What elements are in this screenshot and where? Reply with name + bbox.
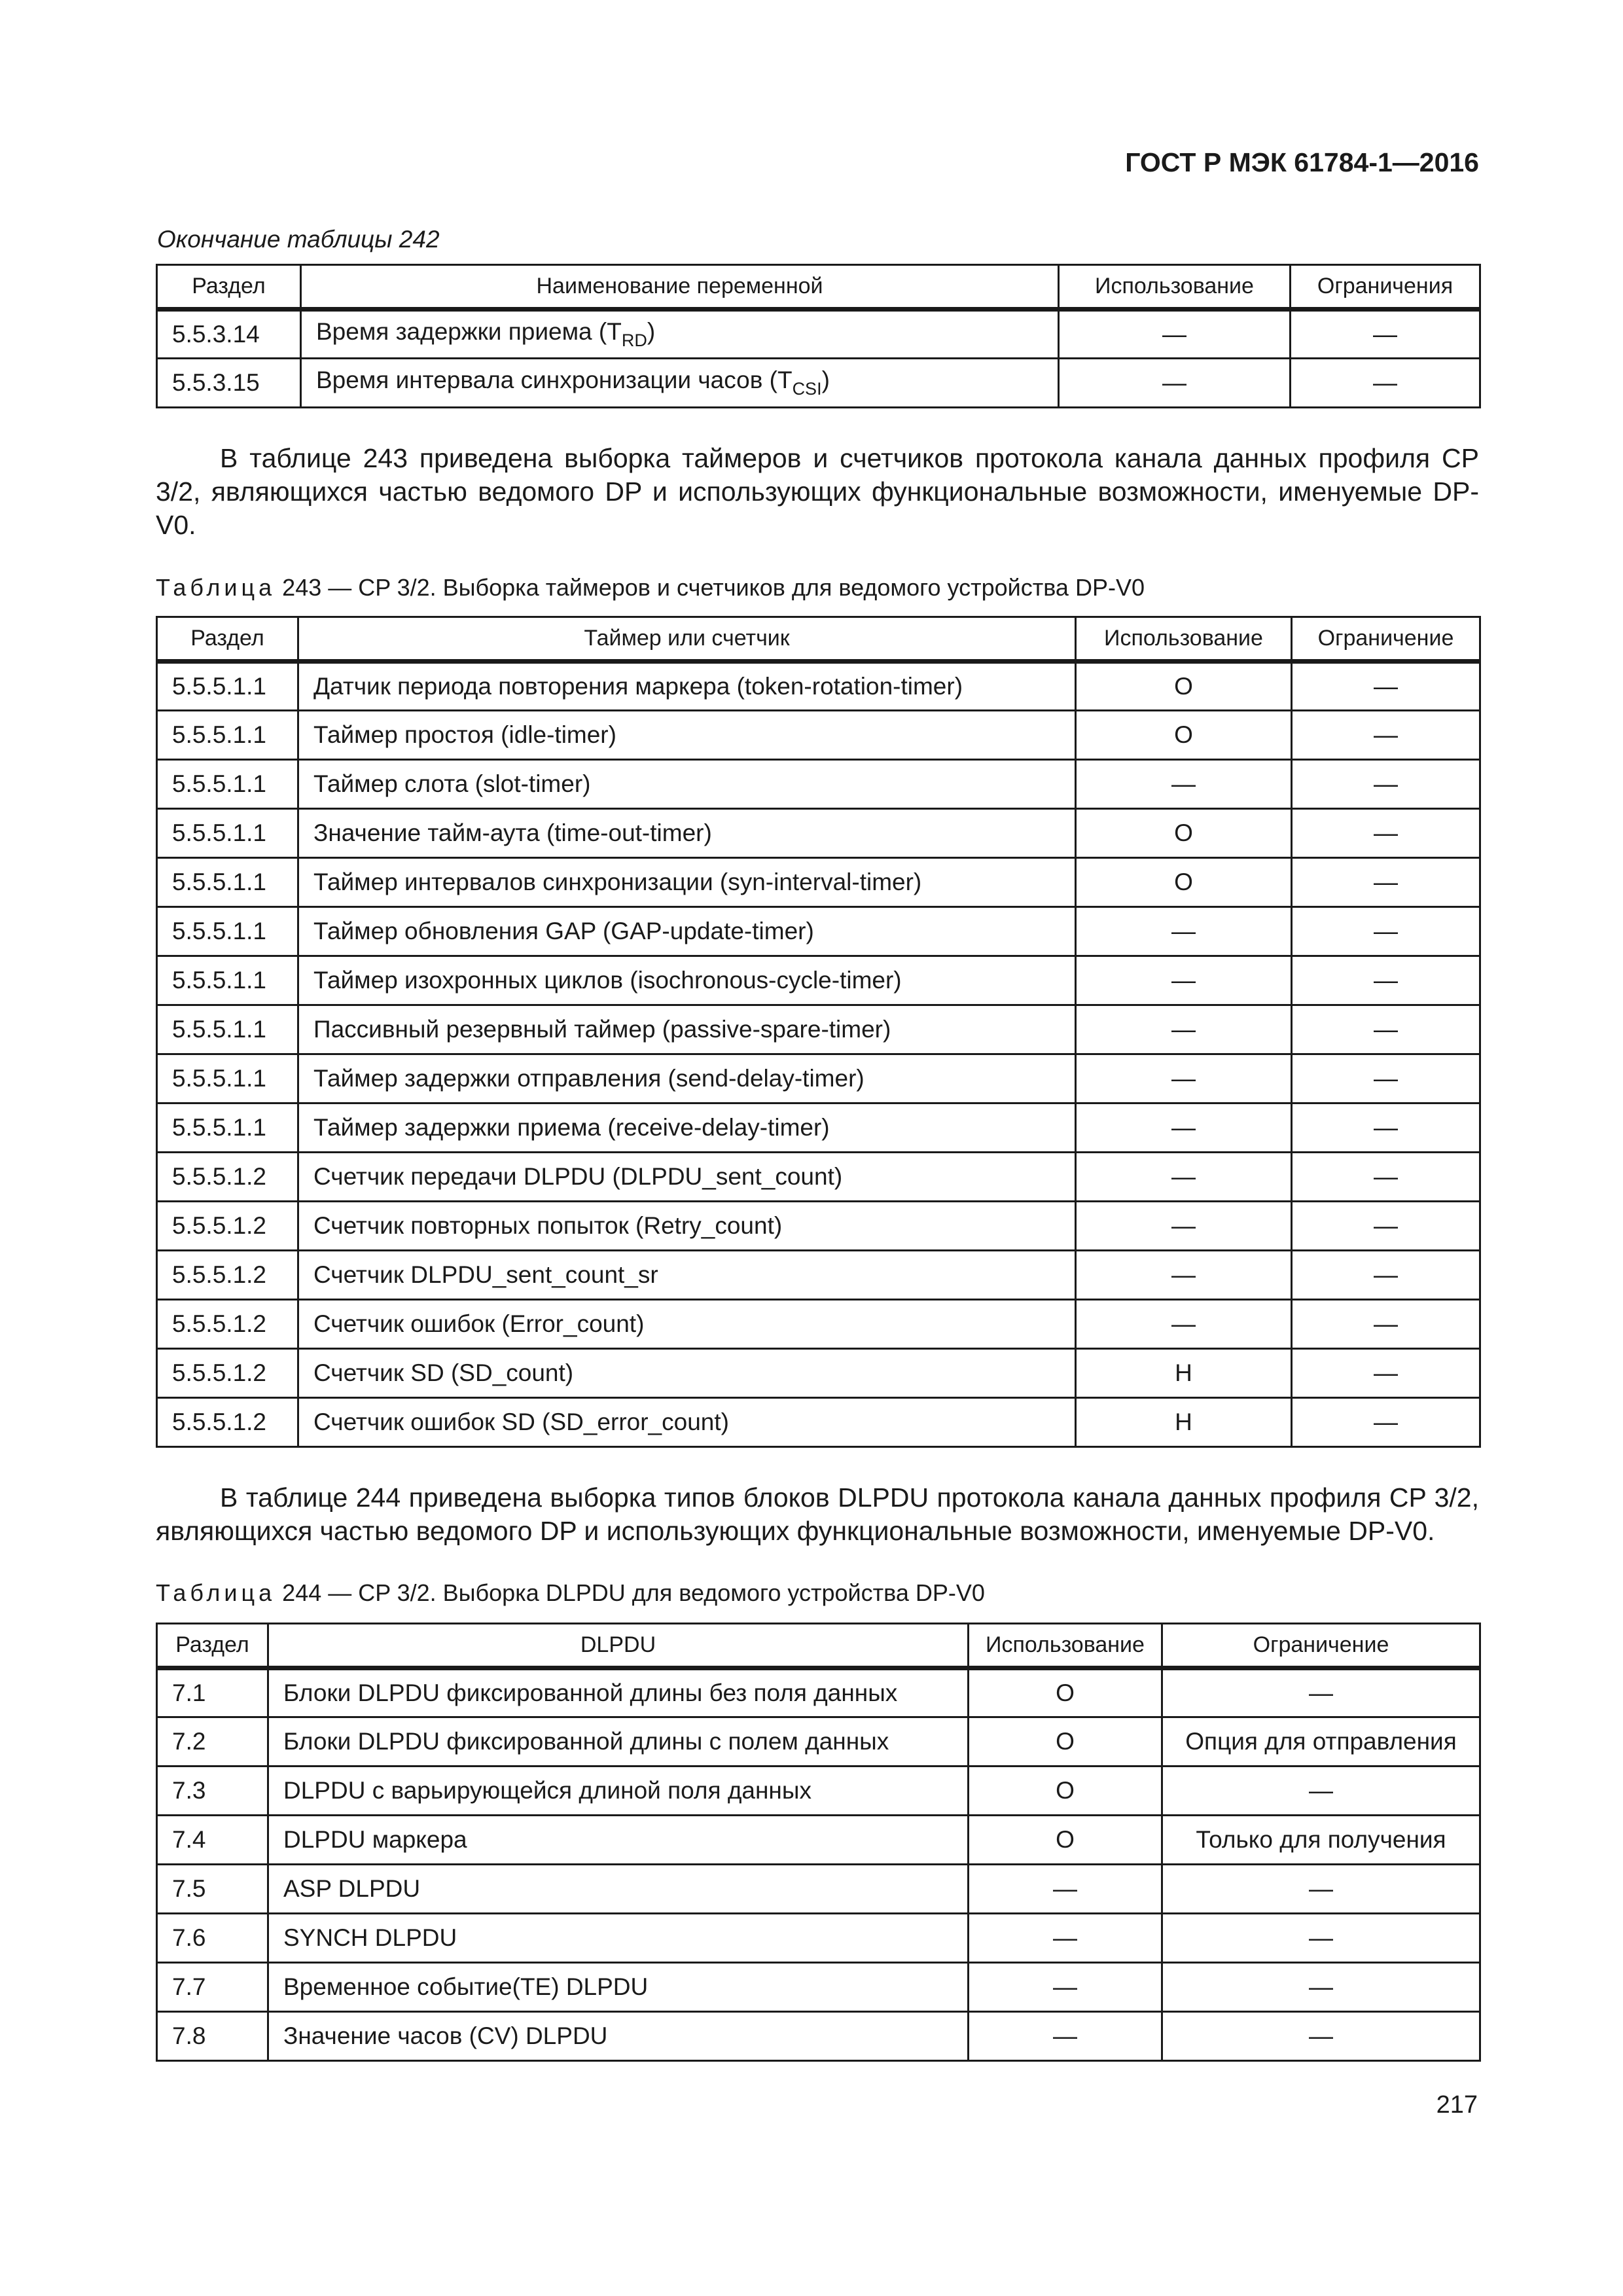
cell-name: Счетчик DLPDU_sent_count_sr [298,1251,1076,1300]
col-header-usage: Использование [969,1624,1162,1668]
cell-limit: — [1292,1398,1480,1447]
cell-name: Таймер задержки приема (receive-delay-timer) [298,1103,1076,1153]
col-header-limit: Ограничение [1162,1624,1480,1668]
table-row [157,809,1480,858]
cell-usage: O [1076,711,1292,760]
cell-usage: — [1059,310,1291,359]
table-row [157,662,1480,711]
paragraph-table-244-intro: В таблице 244 приведена выборка типов блоков DLPDU протокола канала данных профиля CP 3/2, являющихся частью ведомого DP и использующих функциональные возможности, именуемые DP-V0. [156,1482,1479,1546]
cell-usage: — [1076,1054,1292,1103]
cell-name: Время интервала синхронизации часов $(T_{CSI})$ [301,359,1059,408]
cell-section: 5.5.3.15 [157,359,301,408]
cell-usage: — [1076,760,1292,809]
cell-section: 5.5.5.1.1 [157,907,298,956]
cell-limit: — [1292,1300,1480,1349]
cell-usage: — [969,1963,1162,2012]
cell-section: 7.4 [157,1816,268,1865]
cell-limit: — [1291,310,1480,359]
col-header-section: Раздел [157,265,301,310]
cell-name: Таймер изохронных циклов (isochronous-cycle-timer) [298,956,1076,1005]
table-row [157,1054,1480,1103]
cell-limit: — [1292,1103,1480,1153]
page-number: 217 [1436,2091,1478,2119]
cell-section: 5.5.5.1.1 [157,809,298,858]
cell-section: 7.6 [157,1914,268,1963]
col-header-section: Раздел [157,1624,268,1668]
table-row [157,1816,1480,1865]
cell-section: 7.1 [157,1668,268,1717]
cell-limit: Опция для отправления [1162,1717,1480,1767]
cell-name: Таймер слота (slot-timer) [298,760,1076,809]
table-row [157,711,1480,760]
cell-usage: — [1076,1202,1292,1251]
cell-usage: — [969,1914,1162,1963]
table-row [157,1398,1480,1447]
cell-name: Счетчик ошибок SD (SD_error_count) [298,1398,1076,1447]
table-caption-text: 244 — CP 3/2. Выборка DLPDU для ведомого устройства DP-V0 [282,1579,985,1606]
cell-section: 5.5.5.1.1 [157,858,298,907]
cell-usage: — [1059,359,1291,408]
cell-section: 5.5.5.1.1 [157,1005,298,1054]
cell-limit: — [1162,1963,1480,2012]
table-header-row [157,265,1480,310]
table-row [157,1153,1480,1202]
cell-section: 5.5.5.1.1 [157,662,298,711]
cell-section: 7.8 [157,2012,268,2061]
table-row [157,907,1480,956]
table-244 [156,1623,1481,2062]
cell-section: 5.5.3.14 [157,310,301,359]
table-row [157,956,1480,1005]
table-row [157,1005,1480,1054]
cell-section: 5.5.5.1.2 [157,1202,298,1251]
cell-limit: — [1162,2012,1480,2061]
col-header-usage: Использование [1076,617,1292,662]
table-row [157,1767,1480,1816]
cell-usage: O [969,1816,1162,1865]
cell-limit: — [1292,1153,1480,1202]
cell-name: Счетчик передачи DLPDU (DLPDU_sent_count) [298,1153,1076,1202]
document-header: ГОСТ Р МЭК 61784-1—2016 [1125,147,1479,177]
cell-section: 7.7 [157,1963,268,2012]
cell-name: DLPDU маркера [268,1816,969,1865]
cell-section: 7.3 [157,1767,268,1816]
cell-limit: — [1292,1054,1480,1103]
col-header-dlpdu: DLPDU [268,1624,969,1668]
cell-limit: — [1291,359,1480,408]
cell-name: Блоки DLPDU фиксированной длины без поля данных [268,1668,969,1717]
cell-name: Таймер интервалов синхронизации (syn-interval-timer) [298,858,1076,907]
table-row [157,1668,1480,1717]
cell-usage: O [1076,858,1292,907]
cell-section: 5.5.5.1.1 [157,1103,298,1153]
cell-section: 5.5.5.1.2 [157,1349,298,1398]
table-row [157,1865,1480,1914]
cell-usage: O [1076,662,1292,711]
continuation-caption: Окончание таблицы 242 [157,226,440,253]
cell-name: Значение тайм-аута (time-out-timer) [298,809,1076,858]
cell-section: 5.5.5.1.1 [157,760,298,809]
table-242 [156,264,1481,408]
cell-name: Счетчик повторных попыток (Retry_count) [298,1202,1076,1251]
table-row [157,310,1480,359]
table-row [157,359,1480,408]
cell-section: 5.5.5.1.2 [157,1300,298,1349]
paragraph-table-243-intro: В таблице 243 приведена выборка таймеров и счетчиков протокола канала данных профиля CP 3/2, являющихся частью ведомого DP и использующих функциональные возможности, именуемые DP-V0. [156,443,1479,540]
cell-section: 5.5.5.1.1 [157,956,298,1005]
cell-name: Счетчик SD (SD_count) [298,1349,1076,1398]
cell-limit: — [1292,907,1480,956]
table-row [157,1914,1480,1963]
cell-usage: O [969,1717,1162,1767]
col-header-timer-or-counter: Таймер или счетчик [298,617,1076,662]
table-header-row [157,1624,1480,1668]
cell-limit: — [1162,1767,1480,1816]
cell-limit: — [1292,1251,1480,1300]
cell-limit: — [1292,858,1480,907]
cell-section: 5.5.5.1.1 [157,1054,298,1103]
table-row [157,2012,1480,2061]
cell-section: 7.5 [157,1865,268,1914]
cell-name: DLPDU с варьирующейся длиной поля данных [268,1767,969,1816]
table-row [157,858,1480,907]
cell-limit: — [1292,1349,1480,1398]
table-caption-text: 243 — CP 3/2. Выборка таймеров и счетчиков для ведомого устройства DP-V0 [282,574,1145,601]
col-header-limit: Ограничение [1292,617,1480,662]
cell-limit: — [1162,1668,1480,1717]
cell-name: Временное событие(TE) DLPDU [268,1963,969,2012]
cell-name: SYNCH DLPDU [268,1914,969,1963]
cell-limit: — [1292,956,1480,1005]
table-caption-label: Таблица [156,1579,276,1606]
cell-name: Время задержки приема $(T_{RD})$ [301,310,1059,359]
cell-usage: O [1076,809,1292,858]
table-row [157,1202,1480,1251]
cell-limit: — [1292,711,1480,760]
cell-usage: O [969,1767,1162,1816]
cell-usage: O [969,1668,1162,1717]
cell-section: 5.5.5.1.2 [157,1398,298,1447]
cell-name: Таймер обновления GAP (GAP-update-timer) [298,907,1076,956]
col-header-limits: Ограничения [1291,265,1480,310]
cell-name: Датчик периода повторения маркера (token-rotation-timer) [298,662,1076,711]
cell-usage: — [969,2012,1162,2061]
table-row [157,1103,1480,1153]
cell-name: Таймер простоя (idle-timer) [298,711,1076,760]
cell-name: Значение часов (CV) DLPDU [268,2012,969,2061]
table-243 [156,616,1481,1448]
cell-usage: — [1076,1251,1292,1300]
table-row [157,1963,1480,2012]
col-header-section: Раздел [157,617,298,662]
table-caption-label: Таблица [156,574,276,601]
col-header-variable-name: Наименование переменной [301,265,1059,310]
cell-limit: — [1292,1202,1480,1251]
cell-limit: — [1292,760,1480,809]
cell-name: Таймер задержки отправления (send-delay-timer) [298,1054,1076,1103]
table-243-caption [156,574,1145,601]
cell-section: 7.2 [157,1717,268,1767]
table-row [157,1717,1480,1767]
table-row [157,1300,1480,1349]
table-row [157,1251,1480,1300]
cell-usage: — [1076,956,1292,1005]
cell-usage: H [1076,1398,1292,1447]
cell-limit: — [1292,662,1480,711]
cell-usage: — [1076,907,1292,956]
table-row [157,1349,1480,1398]
table-header-row [157,617,1480,662]
cell-usage: — [1076,1103,1292,1153]
table-row [157,760,1480,809]
cell-limit: Только для получения [1162,1816,1480,1865]
cell-usage: — [1076,1300,1292,1349]
cell-name: Счетчик ошибок (Error_count) [298,1300,1076,1349]
table-244-caption [156,1579,985,1607]
cell-limit: — [1162,1914,1480,1963]
cell-usage: H [1076,1349,1292,1398]
cell-section: 5.5.5.1.2 [157,1153,298,1202]
cell-name: Блоки DLPDU фиксированной длины с полем данных [268,1717,969,1767]
cell-usage: — [1076,1005,1292,1054]
cell-usage: — [1076,1153,1292,1202]
cell-limit: — [1292,809,1480,858]
cell-limit: — [1162,1865,1480,1914]
cell-limit: — [1292,1005,1480,1054]
cell-name: ASP DLPDU [268,1865,969,1914]
cell-section: 5.5.5.1.2 [157,1251,298,1300]
cell-name: Пассивный резервный таймер (passive-spare-timer) [298,1005,1076,1054]
cell-section: 5.5.5.1.1 [157,711,298,760]
col-header-usage: Использование [1059,265,1291,310]
cell-usage: — [969,1865,1162,1914]
